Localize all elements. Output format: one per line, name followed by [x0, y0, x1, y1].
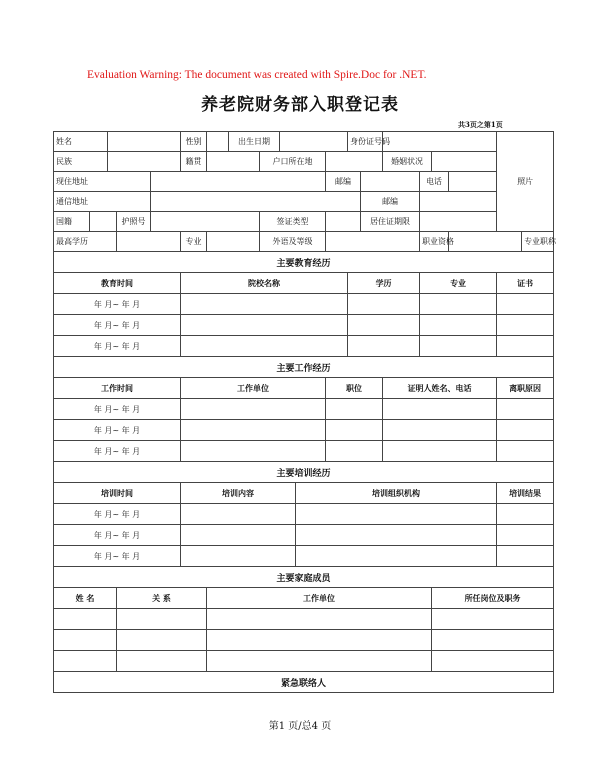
mail-address-label: 通信地址 [54, 192, 151, 212]
phone-field[interactable] [449, 172, 497, 192]
photo-box[interactable]: 照片 [497, 132, 554, 232]
family-header-relation: 关 系 [117, 588, 207, 609]
passport-label: 护照号 [117, 212, 151, 232]
edu-school-cell[interactable] [181, 336, 348, 357]
train-result-cell[interactable] [497, 546, 554, 567]
edu-certificate-cell[interactable] [497, 294, 554, 315]
edu-degree-cell[interactable] [348, 336, 420, 357]
train-date-cell[interactable]: 年 月~ 年 月 [54, 546, 181, 567]
edu-degree-cell[interactable] [348, 315, 420, 336]
work-position-cell[interactable] [326, 420, 383, 441]
family-employer-cell[interactable] [207, 630, 432, 651]
work-leave-reason-cell[interactable] [497, 441, 554, 462]
nationality-field[interactable] [90, 212, 117, 232]
visa-type-label: 签证类型 [260, 212, 326, 232]
train-header-organization: 培训组织机构 [296, 483, 497, 504]
residence-permit-label: 居住证期限 [361, 212, 420, 232]
evaluation-warning: Evaluation Warning: The document was created with Spire.Doc for .NET. [87, 69, 427, 81]
passport-field[interactable] [151, 212, 260, 232]
train-header-time: 培训时间 [54, 483, 181, 504]
train-header-content: 培训内容 [181, 483, 296, 504]
train-organization-cell[interactable] [296, 504, 497, 525]
postcode-field[interactable] [361, 172, 420, 192]
professional-title-label: 专业职称 [522, 232, 554, 252]
work-reference-cell[interactable] [383, 420, 497, 441]
family-position-cell[interactable] [432, 651, 554, 672]
train-header-result: 培训结果 [497, 483, 554, 504]
ethnicity-label: 民族 [54, 152, 108, 172]
work-header-reference: 证明人姓名、电话 [383, 378, 497, 399]
edu-date-cell[interactable]: 年 月~ 年 月 [54, 294, 181, 315]
train-date-cell[interactable]: 年 月~ 年 月 [54, 504, 181, 525]
hukou-label: 户口所在地 [260, 152, 326, 172]
major-field[interactable] [207, 232, 260, 252]
edu-certificate-cell[interactable] [497, 315, 554, 336]
train-organization-cell[interactable] [296, 546, 497, 567]
work-reference-cell[interactable] [383, 399, 497, 420]
mail-postcode-field[interactable] [420, 192, 497, 212]
edu-header-school: 院校名称 [181, 273, 348, 294]
language-label: 外语及等级 [260, 232, 326, 252]
phone-label: 电话 [420, 172, 449, 192]
education-field[interactable] [117, 232, 181, 252]
work-employer-cell[interactable] [181, 420, 326, 441]
postcode-label: 邮编 [326, 172, 361, 192]
work-date-cell[interactable]: 年 月~ 年 月 [54, 399, 181, 420]
page-count-info: 共3页之第1页 [458, 120, 503, 129]
family-header-position: 所任岗位及职务 [432, 588, 554, 609]
work-employer-cell[interactable] [181, 441, 326, 462]
name-label: 姓名 [54, 132, 108, 152]
residence-permit-field[interactable] [420, 212, 497, 232]
education-label: 最高学历 [54, 232, 117, 252]
family-section-title: 主要家庭成员 [54, 567, 554, 588]
family-name-cell[interactable] [54, 630, 117, 651]
birth-field[interactable] [280, 132, 348, 152]
family-position-cell[interactable] [432, 609, 554, 630]
mail-postcode-label: 邮编 [361, 192, 420, 212]
edu-school-cell[interactable] [181, 294, 348, 315]
marital-status-label: 婚姻状况 [383, 152, 432, 172]
edu-major-cell[interactable] [420, 336, 497, 357]
work-date-cell[interactable]: 年 月~ 年 月 [54, 441, 181, 462]
work-header-time: 工作时间 [54, 378, 181, 399]
ethnicity-field[interactable] [108, 152, 181, 172]
page-footer: 第1 页/总4 页 [268, 721, 332, 732]
visa-type-field[interactable] [326, 212, 361, 232]
qualification-label: 职业资格 [420, 232, 449, 252]
work-reference-cell[interactable] [383, 441, 497, 462]
family-relation-cell[interactable] [117, 651, 207, 672]
edu-major-cell[interactable] [420, 315, 497, 336]
work-position-cell[interactable] [326, 441, 383, 462]
train-content-cell[interactable] [181, 525, 296, 546]
family-header-name: 姓 名 [54, 588, 117, 609]
edu-degree-cell[interactable] [348, 294, 420, 315]
work-position-cell[interactable] [326, 399, 383, 420]
train-organization-cell[interactable] [296, 525, 497, 546]
address-label: 现住地址 [54, 172, 151, 192]
work-header-leave-reason: 离职原因 [497, 378, 554, 399]
work-employer-cell[interactable] [181, 399, 326, 420]
id-number-label: 身份证号码 [348, 132, 383, 152]
family-name-cell[interactable] [54, 651, 117, 672]
gender-label: 性别 [181, 132, 207, 152]
birth-label: 出生日期 [229, 132, 280, 152]
family-header-employer: 工作单位 [207, 588, 432, 609]
family-relation-cell[interactable] [117, 609, 207, 630]
work-leave-reason-cell[interactable] [497, 420, 554, 441]
edu-certificate-cell[interactable] [497, 336, 554, 357]
training-section-title: 主要培训经历 [54, 462, 554, 483]
train-result-cell[interactable] [497, 504, 554, 525]
edu-header-certificate: 证书 [497, 273, 554, 294]
family-name-cell[interactable] [54, 609, 117, 630]
id-number-field[interactable] [383, 132, 497, 152]
name-field[interactable] [108, 132, 181, 152]
edu-date-cell[interactable]: 年 月~ 年 月 [54, 315, 181, 336]
work-header-position: 职位 [326, 378, 383, 399]
edu-date-cell[interactable]: 年 月~ 年 月 [54, 336, 181, 357]
education-section-title: 主要教育经历 [54, 252, 554, 273]
hukou-field[interactable] [326, 152, 383, 172]
family-position-cell[interactable] [432, 630, 554, 651]
edu-header-major: 专业 [420, 273, 497, 294]
work-date-cell[interactable]: 年 月~ 年 月 [54, 420, 181, 441]
family-employer-cell[interactable] [207, 609, 432, 630]
edu-school-cell[interactable] [181, 315, 348, 336]
train-content-cell[interactable] [181, 546, 296, 567]
major-label: 专业 [181, 232, 207, 252]
train-content-cell[interactable] [181, 504, 296, 525]
edu-major-cell[interactable] [420, 294, 497, 315]
marital-status-field[interactable] [432, 152, 497, 172]
language-field[interactable] [326, 232, 420, 252]
emergency-contact-section-title: 紧急联络人 [54, 672, 554, 693]
work-section-title: 主要工作经历 [54, 357, 554, 378]
mail-address-field[interactable] [151, 192, 361, 212]
native-place-label: 籍贯 [181, 152, 207, 172]
family-employer-cell[interactable] [207, 651, 432, 672]
registration-form [53, 131, 557, 693]
train-result-cell[interactable] [497, 525, 554, 546]
native-place-field[interactable] [207, 152, 260, 172]
page-title: 养老院财务部入职登记表 [201, 95, 399, 115]
edu-header-time: 教育时间 [54, 273, 181, 294]
edu-header-degree: 学历 [348, 273, 420, 294]
address-field[interactable] [151, 172, 326, 192]
gender-field[interactable] [207, 132, 229, 152]
work-header-employer: 工作单位 [181, 378, 326, 399]
nationality-label: 国籍 [54, 212, 90, 232]
train-date-cell[interactable]: 年 月~ 年 月 [54, 525, 181, 546]
qualification-field[interactable] [449, 232, 522, 252]
work-leave-reason-cell[interactable] [497, 399, 554, 420]
family-relation-cell[interactable] [117, 630, 207, 651]
